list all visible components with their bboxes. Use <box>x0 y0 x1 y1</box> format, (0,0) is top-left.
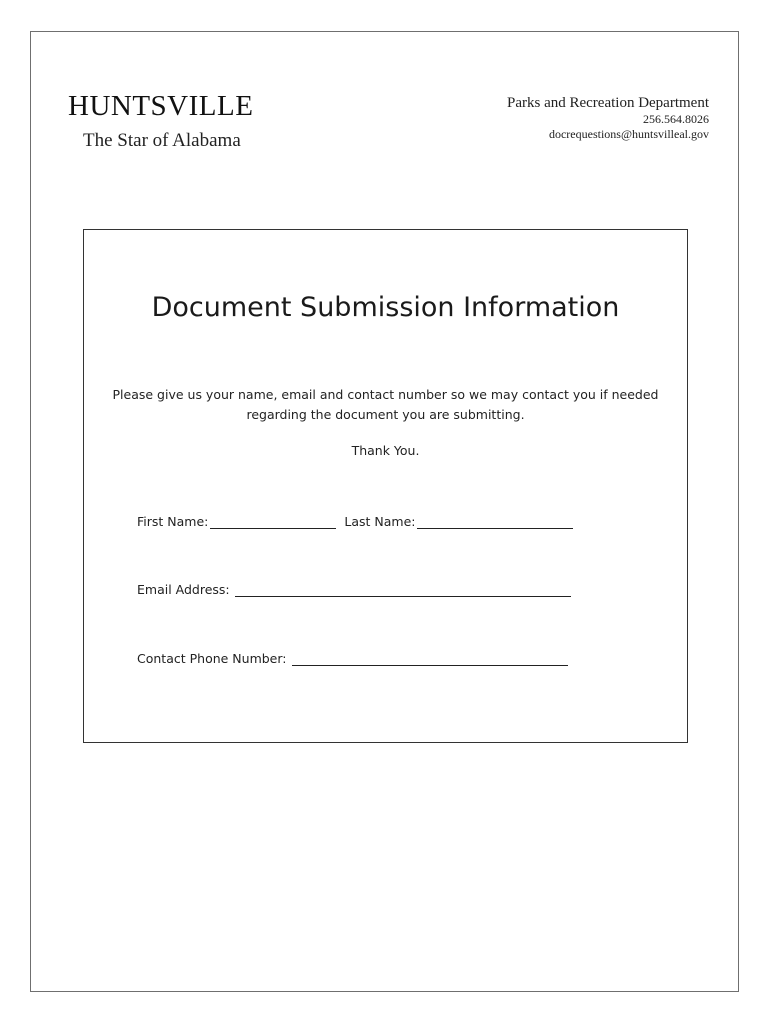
instructions-line-2: regarding the document you are submitting. <box>246 407 525 422</box>
document-page <box>30 31 739 992</box>
contact-phone-label: Contact Phone Number: <box>137 651 287 666</box>
contact-phone-field[interactable] <box>292 651 568 666</box>
form-instructions <box>104 385 667 425</box>
first-name-field[interactable] <box>210 514 336 529</box>
email-address-label: Email Address: <box>137 582 230 597</box>
department-phone: 256.564.8026 <box>643 112 709 126</box>
department-email: docrequestions@huntsvilleal.gov <box>548 127 709 141</box>
city-tagline: The Star of Alabama <box>83 130 241 151</box>
email-address-field[interactable] <box>235 582 571 597</box>
phone-row <box>137 651 568 666</box>
submission-form-box <box>83 229 688 743</box>
department-contact-block <box>507 94 709 142</box>
name-row <box>137 514 573 529</box>
instructions-line-1: Please give us your name, email and contact number so we may contact you if needed <box>112 387 659 402</box>
form-title: Document Submission Information <box>151 292 620 323</box>
city-logo-title: HUNTSVILLE <box>68 90 254 122</box>
thank-you-text: Thank You. <box>351 443 420 458</box>
department-name: Parks and Recreation Department <box>506 95 709 111</box>
email-row <box>137 582 571 597</box>
last-name-label: Last Name: <box>344 514 416 529</box>
last-name-field[interactable] <box>417 514 573 529</box>
first-name-label: First Name: <box>137 514 209 529</box>
